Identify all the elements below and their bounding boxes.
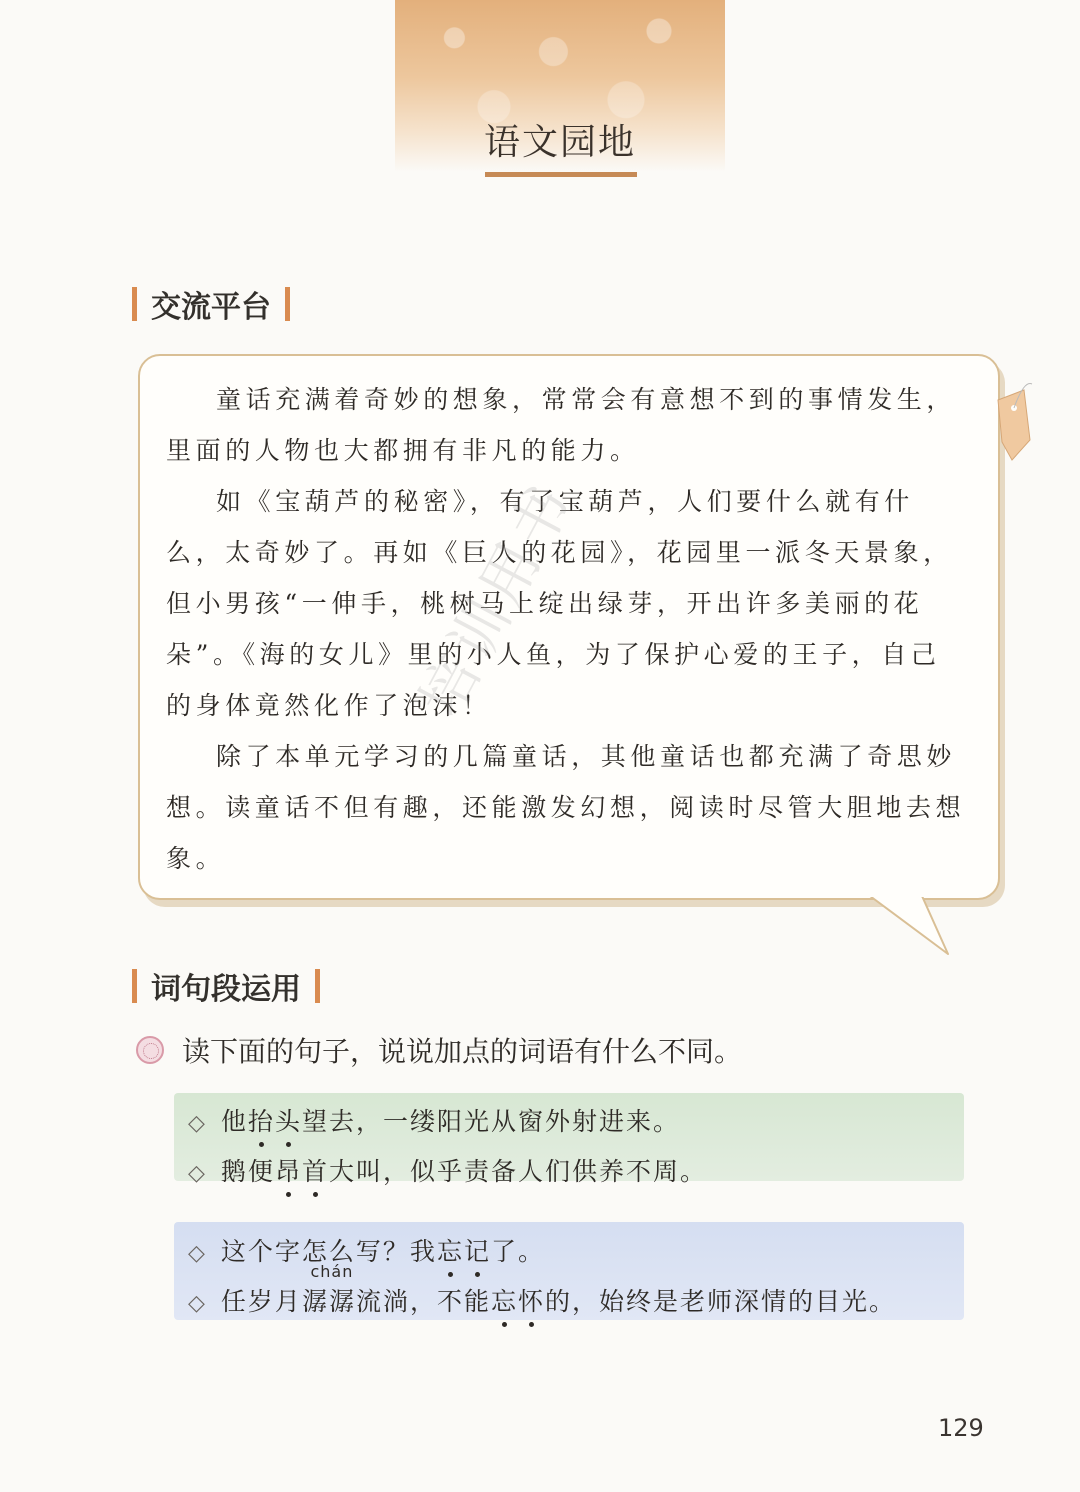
bubble-text xyxy=(166,374,966,884)
exercise-prompt xyxy=(136,1030,742,1070)
section-heading-exchange xyxy=(132,284,290,324)
diamond-bullet-icon: ◇ xyxy=(188,1241,207,1266)
page-title: 语文园地 xyxy=(483,122,636,163)
dotted-char: 抬 xyxy=(248,1102,275,1138)
dotted-char: 头 xyxy=(275,1102,302,1138)
bubble-paragraph-3: 除了本单元学习的几篇童话，其他童话也都充满了奇思妙想。读童话不但有趣，还能激发幻想，阅读时尽管大胆地去想象。 xyxy=(166,742,966,873)
section-heading-text: 词句段运用 xyxy=(151,972,301,1007)
bubble-paragraph-1: 童话充满着奇妙的想象，常常会有意想不到的事情发生，里面的人物也大都拥有非凡的能力。 xyxy=(166,385,957,465)
speech-bubble-tail xyxy=(860,880,960,960)
diamond-bullet-icon: ◇ xyxy=(188,1111,207,1136)
dotted-char: 怀 xyxy=(518,1282,545,1318)
sentence-row: ◇ 任岁月 chán 潺潺流淌，不能忘怀的，始终是老师深情的目光。 xyxy=(188,1262,897,1316)
section-heading-usage xyxy=(132,966,320,1006)
seal-icon xyxy=(136,1036,164,1064)
heading-bar-left xyxy=(132,969,137,1003)
dotted-char: 首 xyxy=(302,1152,329,1188)
section-heading-text: 交流平台 xyxy=(151,290,271,325)
exercise-prompt-text: 读下面的句子，说说加点的词语有什么不同。 xyxy=(182,1035,743,1068)
sentence-row: ◇ 这个字怎么写？我忘记了。 xyxy=(188,1232,545,1268)
title-banner xyxy=(395,0,725,172)
dotted-char: 昂 xyxy=(275,1152,302,1188)
watermark: 培训用书 xyxy=(406,470,587,729)
dotted-char: 忘 xyxy=(437,1232,464,1268)
page-number: 129 xyxy=(938,1414,984,1442)
diamond-bullet-icon: ◇ xyxy=(188,1291,207,1316)
sentence-row: ◇ 他抬头望去，一缕阳光从窗外射进来。 xyxy=(188,1102,680,1138)
heading-bar-left xyxy=(132,287,137,321)
heading-bar-right xyxy=(285,287,290,321)
dotted-char: 忘 xyxy=(491,1282,518,1318)
heading-bar-right xyxy=(315,969,320,1003)
pinyin-annotation: chán xyxy=(310,1262,354,1281)
title-underline xyxy=(485,172,637,177)
ruby-word: chán 潺潺 xyxy=(302,1282,356,1318)
dotted-char: 记 xyxy=(464,1232,491,1268)
bookmark-tag-icon xyxy=(994,380,1034,470)
bubble-paragraph-2: 如《宝葫芦的秘密》，有了宝葫芦，人们要什么就有什么，太奇妙了。再如《巨人的花园》，花园里一派冬天景象，但小男孩“一伸手，桃树马上绽出绿芽，开出许多美丽的花朵”。《海的女儿》里的小人鱼，为了保护心爱的王子，自己的身体竟然化作了泡沫！ xyxy=(166,487,953,720)
diamond-bullet-icon: ◇ xyxy=(188,1161,207,1186)
sentence-row: ◇ 鹅便昂首大叫，似乎责备人们供养不周。 xyxy=(188,1152,707,1188)
